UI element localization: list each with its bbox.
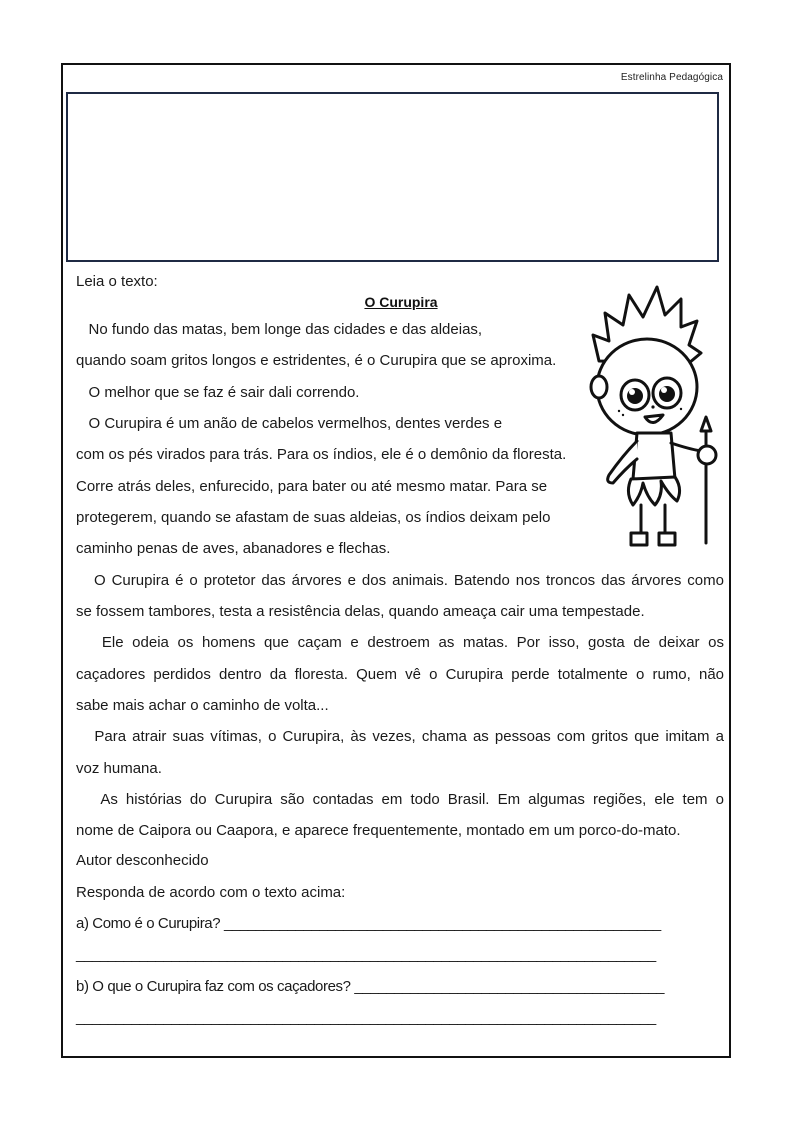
text-line: nome de Caipora ou Caapora, e aparece frequentemente, montado em um porco-do-mato. [76,822,681,839]
brand-label: Estrelinha Pedagógica [620,72,723,83]
header-blank-box [66,92,719,262]
story-title: O Curupira [364,294,438,310]
answer-line-a: _________________________________________________________________________ [76,946,656,963]
question-b: b) O que o Curupira faz com os caçadores? _______________________________________ [76,978,665,995]
curupira-illustration [585,283,725,551]
text-line: As histórias do Curupira são contadas em todo Brasil. Em algumas regiões, ele tem o [76,791,724,808]
text-line: No fundo das matas, bem longe das cidades e das aldeias, [76,321,483,338]
instructions-label: Responda de acordo com o texto acima: [76,884,346,901]
answer-line-b: _________________________________________________________________________ [76,1009,656,1026]
text-line: com os pés virados para trás. Para os índios, ele é o demônio da floresta. [76,446,567,463]
text-line: caminho penas de aves, abanadores e flechas. [76,540,391,557]
text-line: O Curupira é um anão de cabelos vermelhos, dentes verdes e [76,415,503,432]
author-label: Autor desconhecido [76,852,209,869]
text-line: O melhor que se faz é sair dali correndo. [76,384,360,401]
text-line: caçadores perdidos dentro da floresta. Quem vê o Curupira perde totalmente o rumo, não [76,666,724,683]
text-line: O Curupira é o protetor das árvores e dos animais. Batendo nos troncos das árvores como [76,572,724,589]
text-line: protegerem, quando se afastam de suas aldeias, os índios deixam pelo [76,509,551,526]
question-a: a) Como é o Curupira? _______________________________________________________ [76,915,661,932]
text-line: Ele odeia os homens que caçam e destroem as matas. Por isso, gosta de deixar os [76,634,724,651]
text-line: voz humana. [76,760,162,777]
text-line: se fossem tambores, testa a resistência delas, quando ameaça cair uma tempestade. [76,603,645,620]
text-line: quando soam gritos longos e estridentes, é o Curupira que se aproxima. [76,352,557,369]
intro-label: Leia o texto: [76,273,158,290]
text-line: Corre atrás deles, enfurecido, para bater ou até mesmo matar. Para se [76,478,548,495]
text-line: Para atrair suas vítimas, o Curupira, às vezes, chama as pessoas com gritos que imitam a [76,728,724,745]
text-line: sabe mais achar o caminho de volta... [76,697,329,714]
